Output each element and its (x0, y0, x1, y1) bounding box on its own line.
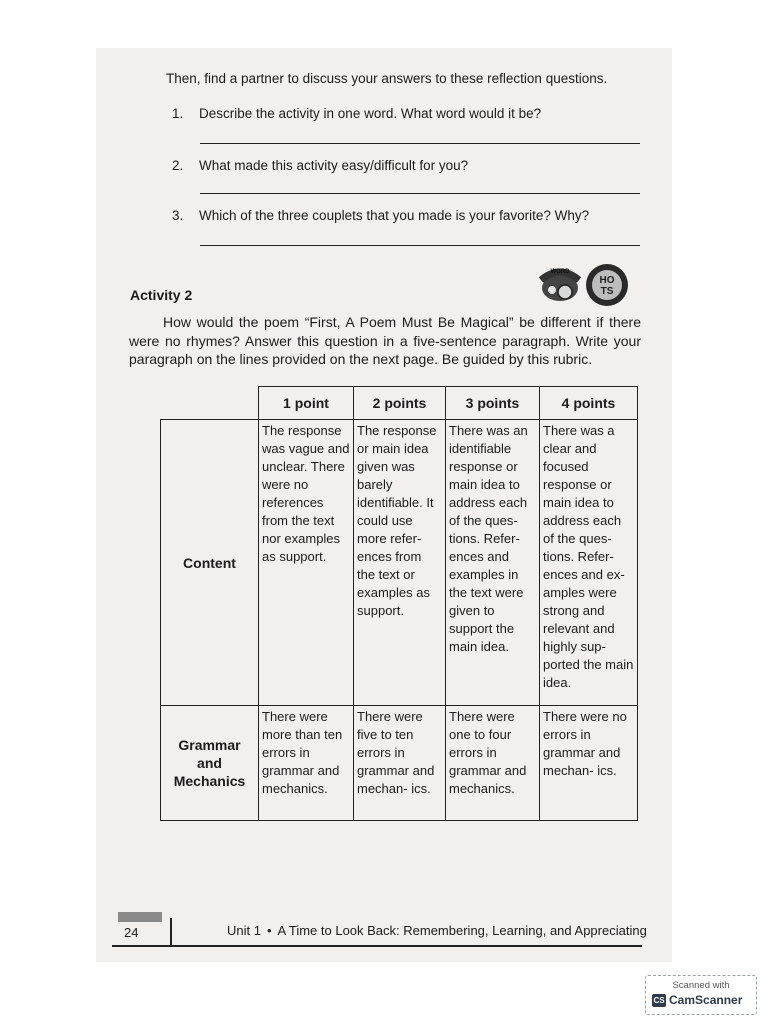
footer-unit: Unit 1 (227, 923, 261, 938)
activity-body-text: How would the poem “First, A Poem Must Be Magical” be different if there were no rhymes? Answer this question in a five-sentence paragraph. Write your paragraph on the lines provided on the next page. Be guided by this rubric. (129, 314, 641, 367)
word-smart-badge (535, 262, 585, 308)
svg-text:WORD: WORD (550, 269, 570, 275)
rubric-cell: There was an identifiable response or main idea to address each of the ques- tions. Refer- ences and examples in the text were given to support the main idea. (446, 420, 540, 706)
page-number: 24 (124, 925, 139, 940)
question-number: 2. (172, 158, 184, 173)
rubric-cell: The response was vague and unclear. There were no references from the text nor examples as support. (259, 420, 354, 706)
rubric-row-content (161, 420, 638, 706)
rubric-header-cell: 1 point (259, 387, 354, 420)
question-text: What made this activity easy/difficult for you? (199, 158, 469, 173)
rubric-header-cell: 4 points (540, 387, 638, 420)
rubric-cell: The response or main idea given was barely identifiable. It could use more refer- ences from the text or examples as support. (354, 420, 446, 706)
rubric-cell: There were no errors in grammar and mechan- ics. (540, 706, 638, 821)
svg-text:TS: TS (600, 286, 614, 297)
rubric-cell: There were one to four errors in grammar and mechanics. (446, 706, 540, 821)
rubric-corner-cell (161, 387, 259, 420)
footer-tab (118, 912, 162, 922)
rubric-criterion: Content (161, 420, 259, 706)
intro-text: Then, find a partner to discuss your answers to these reflection questions. (166, 71, 608, 86)
rubric-header-cell: 3 points (446, 387, 540, 420)
question-number: 1. (172, 106, 184, 121)
footer-separator: • (266, 923, 272, 938)
rubric-table (160, 386, 638, 821)
rubric-header-row (161, 387, 638, 420)
question-number: 3. (172, 208, 184, 223)
rubric-row-grammar (161, 706, 638, 821)
activity-title: Activity 2 (130, 287, 193, 303)
footer-divider (170, 918, 172, 946)
question-text: Which of the three couplets that you made is your favorite? Why? (199, 208, 590, 223)
rubric-cell: There was a clear and focused response or main idea to address each of the ques- tions. Refer- ences and ex- amples were strong and relevant and highly sup- ported the main idea. (540, 420, 638, 706)
camscanner-watermark (645, 975, 757, 1015)
camscanner-logo-icon: CS (653, 996, 665, 1005)
question-text: Describe the activity in one word. What word would it be? (199, 106, 542, 121)
footer-rule (112, 945, 642, 947)
answer-line (200, 143, 640, 144)
rubric-header-cell: 2 points (354, 387, 446, 420)
footer-title: A Time to Look Back: Remembering, Learning, and Appreciating (277, 923, 647, 938)
answer-line (200, 245, 640, 246)
hots-badge (585, 263, 629, 307)
watermark-caption: Scanned with (672, 980, 730, 991)
svg-text:HO: HO (599, 275, 615, 286)
rubric-cell: There were more than ten errors in grammar and mechanics. (259, 706, 354, 821)
watermark-brand: CamScanner (669, 993, 743, 1007)
rubric-criterion: Grammar and Mechanics (161, 706, 259, 821)
activity-instructions (129, 313, 641, 369)
answer-line (200, 193, 640, 194)
rubric-cell: There were five to ten errors in grammar and mechan- ics. (354, 706, 446, 821)
running-footer (227, 923, 647, 938)
